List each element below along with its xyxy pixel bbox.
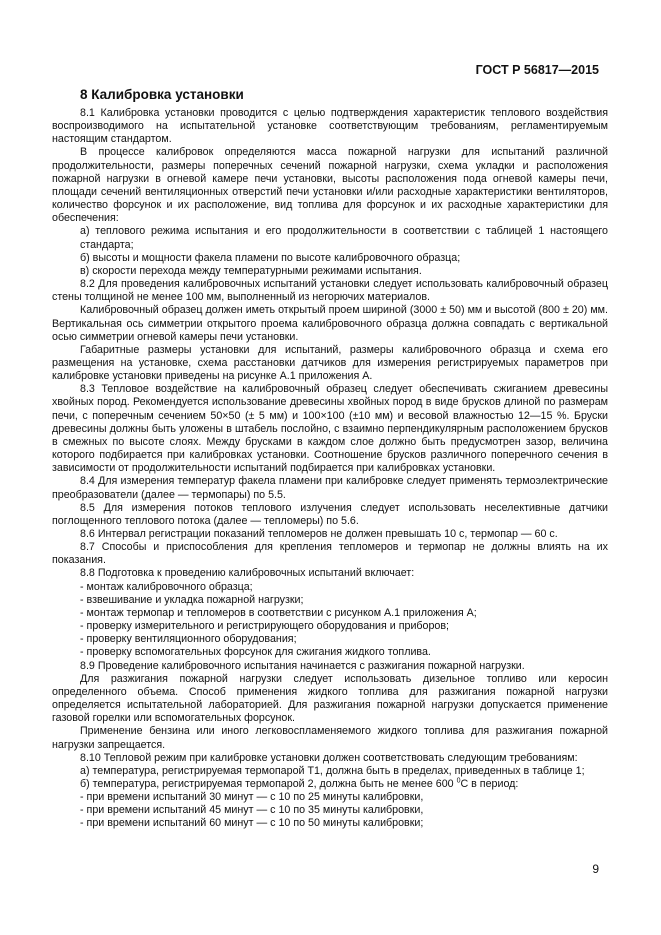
paragraph: 8.5 Для измерения потоков теплового излучения следует использовать неселективные датчики поглощенного теплового потока (далее — тепломеры) по 5.6. [52,501,608,527]
list-item: - при времени испытаний 60 минут — с 10 по 50 минуты калибровки; [80,817,424,830]
list-item: - взвешивание и укладка пожарной нагрузки; [80,593,304,606]
paragraph: 8.1 Калибровка установки проводится с целью подтверждения характеристик теплового воздействия воспроизводимого на испытательной установке соответствующим требованиям, регламентируемым настоящим стандартом. [52,107,608,146]
paragraph: 8.2 Для проведения калибровочных испытаний установки следует использовать калибровочный образец стены толщиной не менее 100 мм, выполненный из негорючих материалов. [52,278,608,304]
paragraph-list [52,107,608,831]
list-item: в) скорости перехода между температурными режимами испытания. [80,264,422,277]
list-item-text: б) температура, регистрируемая термопарой 2, должна быть не менее 600 [80,777,457,790]
paragraph: 8.7 Способы и приспособления для крепления тепломеров и термопар не должны влиять на их показания. [52,541,608,567]
document-body [52,87,608,831]
paragraph: 8.8 Подготовка к проведению калибровочных испытаний включает: [80,567,415,580]
paragraph: 8.3 Тепловое воздействие на калибровочный образец следует обеспечивать сжиганием древесины хвойных пород. Рекомендуется использование древесины хвойных пород в виде брусков длиной по размерам печи, с поперечным сечением 50×50 (± 5 мм) и 100×100 (±10 мм) и весовой влажностью 12—15 %. Бруски древесины должны быть уложены в штабель послойно, с взаимно перпендикулярным расположением брусков в смежных по высоте слоях. Между брусками в каждом слое должно быть предусмотрен зазор, величина которого подбирается при калибровках установки. Соотношение брусков различного поперечного сечения в зависимости от продолжительности испытаний подбирается при калибровках установки. [52,383,608,475]
list-item: - проверку вентиляционного оборудования; [80,633,297,646]
paragraph: Габаритные размеры установки для испытаний, размеры калибровочного образца и схема его размещения на установке, схема расстановки датчиков для измерения регистрируемых параметров при калибровке установки приведены на рисунке А.1 приложения А. [52,343,608,383]
list-item: - проверку вспомогательных форсунок для сжигания жидкого топлива. [80,646,431,659]
paragraph: 8.4 Для измерения температур факела пламени при калибровке следует применять термоэлектрические преобразователи (далее — термопары) по 5.5. [52,475,608,501]
list-item: - проверку измерительного и регистрирующего оборудования и приборов; [80,620,450,633]
paragraph: Для разжигания пожарной нагрузки следует использовать дизельное топливо или керосин определенного объема. Способ применения жидкого топлива для разжигания пожарной нагрузки определяется испытательной лабораторией. Для разжигания пожарной нагрузки допускается применение газовой горелки или вспомогательных форсунок. [52,672,608,725]
page-number: 9 [592,862,599,876]
paragraph: Калибровочный образец должен иметь открытый проем шириной (3000 ± 50) мм и высотой (800 ± 20) мм. Вертикальная ось симметрии открытого проема калибровочного образца должна совпадать с вертикальной осью симметрии огневой камеры печи установки. [52,304,608,343]
list-item: - при времени испытаний 45 минут — с 10 по 35 минуты калибровки, [80,804,424,817]
paragraph: 8.10 Тепловой режим при калибровке установки должен соответствовать следующим требованиям: [80,751,578,764]
paragraph: 8.9 Проведение калибровочного испытания начинается с разжигания пожарной нагрузки. [80,659,525,672]
paragraph: В процессе калибровок определяются масса пожарной нагрузки для испытаний различной продолжительности, размеры поперечных сечений пожарной нагрузки, схема укладки и расположения пожарной нагрузки в огневой камере печи установки, высоты расположения пода огневой камеры печи, площади сечений вентиляционных отверстий печи установки и/или расходные характеристики вентиляторов, количество форсунок и их расположение, вид топлива для форсунок и их расходные характеристики для обеспечения: [52,146,608,225]
standard-code: ГОСТ Р 56817—2015 [475,63,599,77]
list-item: - при времени испытаний 30 минут — с 10 по 25 минуты калибровки, [80,791,424,804]
list-item-text: С в период: [460,777,519,790]
paragraph: 8.6 Интервал регистрации показаний тепломеров не должен превышать 10 с, термопар — 60 с. [80,528,558,540]
list-item: а) температура, регистрируемая термопарой Т1, должна быть в пределах, приведенных в таблице 1; [80,764,585,777]
list-item: б) высоты и мощности факела пламени по высоте калибровочного образца; [80,251,461,264]
list-item [80,778,608,791]
section-title: 8 Калибровка установки [80,87,244,102]
list-item: а) теплового режима испытания и его продолжительности в соответствии с таблицей 1 настоящего стандарта; [80,225,608,251]
degree-superscript: 0 [456,777,461,785]
list-item: - монтаж калибровочного образца; [80,580,253,593]
list-item: - монтаж термопар и тепломеров в соответствии с рисунком А.1 приложения А; [80,606,477,619]
paragraph: Применение бензина или иного легковоспламеняемого жидкого топлива для разжигания пожарной нагрузки запрещается. [52,725,608,751]
